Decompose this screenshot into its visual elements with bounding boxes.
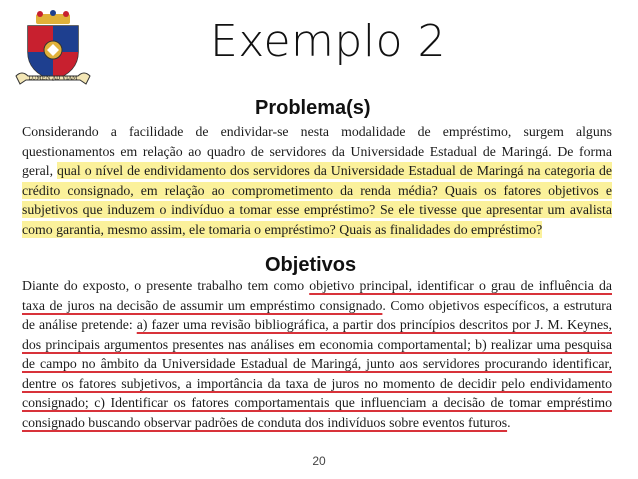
shield (28, 26, 78, 80)
university-coat-of-arms-logo (14, 10, 92, 90)
slide-title: Exemplo 2 (210, 16, 446, 67)
page-number: 20 (312, 454, 326, 468)
objetivos-intro-text: Diante do exposto, o presente trabalho tem como (22, 278, 310, 293)
objetivos-middle-text: . Como objetivos específicos, a estrutura de análise pretende: (22, 297, 612, 332)
motto-scroll (16, 73, 90, 84)
crown-ornament (36, 10, 70, 24)
objetivos-end-text: . (507, 414, 511, 430)
problema-highlighted-questions: qual o nível de endividamento dos servidores da Universidade Estadual de Maringá na categoria de crédito consignado, em relação ao comprometimento da renda média? Quais os fatores objetivos e subjetivos que induzem o indivíduo a tomar esse empréstimo? Se ele tivesse que apresentar um avalista como garantia, mesmo assim, ele tomaria o empréstimo? Quais as finalidades do empréstimo? (22, 163, 612, 237)
objetivos-especificos-underlined: a) fazer uma revisão bibliográfica, a partir dos princípios descritos por J. M. Keynes, dos principais argumentos presentes nas análises em economia comportamental; b) realizar uma pesquisa de campo no âmbito da Universidade Estadual de Maringá, junto aos servidores procurando identificar, dentre os fatores subjetivos, a importância da taxa de juros no momento de decidir pelo endividamento consignado; c) Identificar os fatores comportamentais que influenciam a decisão de tomar empréstimo consignado buscando observar padrões de conduta dos indivíduos sobre eventos futuros (22, 317, 612, 430)
objetivos-paragraph (22, 276, 612, 432)
objetivo-geral-underlined: objetivo principal, identificar o grau de influência da taxa de juros na decisão de assumir um empréstimo consignado (22, 278, 612, 313)
problema-heading: Problema(s) (255, 97, 371, 119)
objetivos-heading: Objetivos (265, 254, 357, 276)
motto-text: LUMEN AD VIAM (28, 75, 78, 82)
problema-paragraph (22, 122, 612, 239)
problema-intro-text: Considerando a facilidade de endividar-se nesta modalidade de empréstimo, surgem alguns questionamentos em relação ao quadro de servidores da Universidade Estadual de Maringá. De forma geral, (22, 124, 612, 178)
